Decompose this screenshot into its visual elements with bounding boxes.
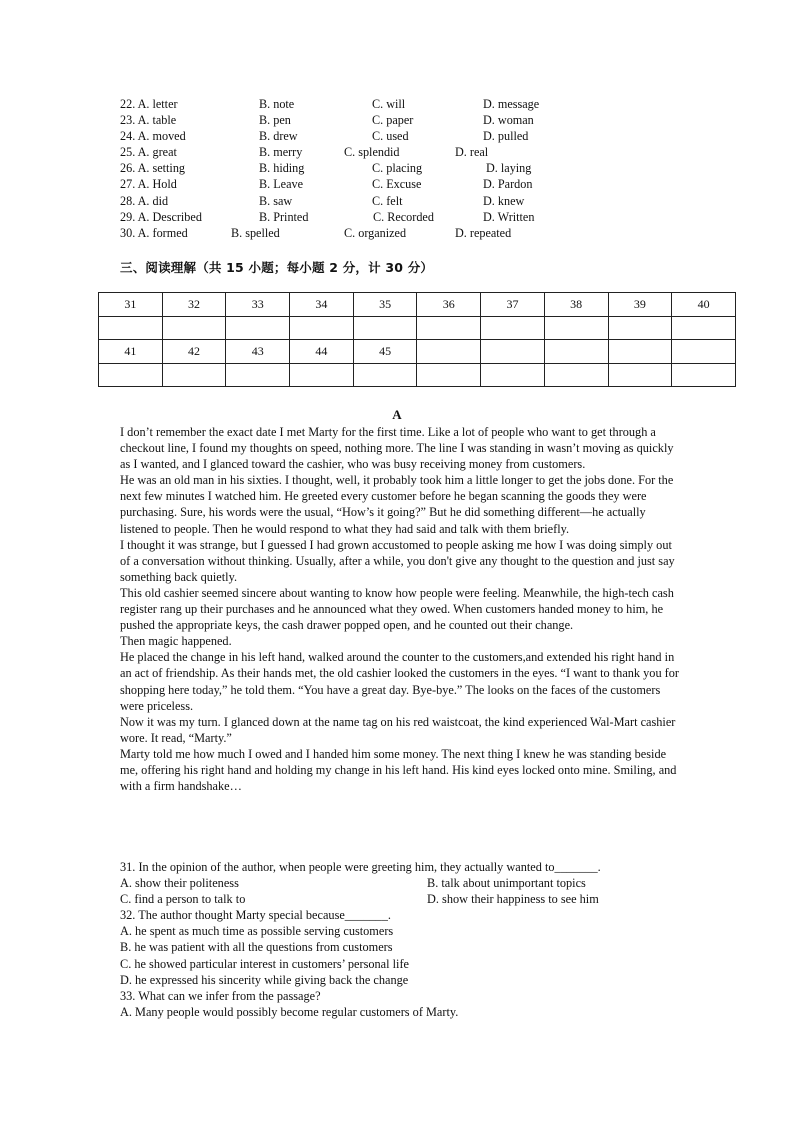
- option-b: B. talk about unimportant topics: [427, 876, 586, 891]
- option-c: C. Recorded: [373, 209, 434, 224]
- option-row: [120, 891, 680, 907]
- grid-cell: [608, 340, 672, 364]
- option-a: A. moved: [137, 129, 186, 144]
- option-d: D. repeated: [455, 225, 512, 240]
- passage-paragraph: He placed the change in his left hand, walked around the counter to the customers,and extended his right hand in an act of friendship. As their hands met, the old cashier looked the customers in the eyes. “I want to thank you for shopping here today,” he told them. “You have a great day. Bye-bye.” The looks on the faces of the customers were priceless.: [120, 650, 680, 713]
- answer-cell[interactable]: [99, 363, 163, 387]
- grid-cell: 40: [672, 293, 736, 317]
- passage-title: A: [392, 407, 402, 422]
- grid-cell: 34: [290, 293, 354, 317]
- grid-cell: [481, 340, 545, 364]
- question-number: 26.: [120, 161, 136, 176]
- option-a: A. setting: [137, 161, 186, 176]
- question-stem: 32. The author thought Marty special because_______.: [120, 908, 391, 923]
- question-number: 29.: [120, 209, 136, 224]
- question-number: 27.: [120, 177, 136, 192]
- grid-cell: 35: [353, 293, 417, 317]
- cloze-row: [120, 160, 680, 176]
- option-row: [120, 875, 680, 891]
- option-b: B. merry: [259, 145, 303, 160]
- grid-cell: 45: [353, 340, 417, 364]
- grid-cell: 39: [608, 293, 672, 317]
- option-c: C. he showed particular interest in customers’ personal life: [120, 956, 410, 971]
- option-d: D. show their happiness to see him: [427, 892, 599, 907]
- option-a: A. formed: [137, 225, 188, 240]
- option-c: C. used: [372, 129, 409, 144]
- option-b: B. saw: [259, 193, 293, 208]
- option-a: A. letter: [137, 97, 178, 111]
- option-c: C. organized: [344, 225, 407, 240]
- option-b: B. spelled: [231, 225, 280, 240]
- answer-cell[interactable]: [672, 363, 736, 387]
- option-a: A. did: [137, 193, 169, 208]
- passage-paragraph: I don’t remember the exact date I met Marty for the first time. Like a lot of people who want to get through a checkout line, I found my thoughts on speed, nothing more. The line I was standing in wasn’t moving as quickly as I wanted, and I glanced toward the cashier, who was busy receiving money from customers.: [120, 425, 674, 472]
- option-d: D. knew: [483, 193, 525, 208]
- answer-cell[interactable]: [672, 316, 736, 340]
- answer-cell[interactable]: [162, 316, 226, 340]
- option-b: B. Printed: [259, 209, 309, 224]
- answer-grid: [98, 292, 736, 387]
- cloze-options: [120, 96, 680, 241]
- option-a: A. table: [137, 113, 177, 128]
- grid-cell: [417, 340, 481, 364]
- question-stem: 33. What can we infer from the passage?: [120, 988, 321, 1003]
- answer-cell[interactable]: [608, 316, 672, 340]
- option-a: A. Many people would possibly become regular customers of Marty.: [120, 1004, 459, 1019]
- grid-cell: 42: [162, 340, 226, 364]
- question-stem: 31. In the opinion of the author, when people were greeting him, they actually wanted to_______.: [120, 860, 601, 874]
- answer-cell[interactable]: [608, 363, 672, 387]
- option-a: A. Hold: [137, 177, 177, 192]
- answer-cell[interactable]: [290, 363, 354, 387]
- option-a: A. great: [137, 145, 177, 160]
- grid-cell: 36: [417, 293, 481, 317]
- option-d: D. real: [455, 145, 489, 160]
- question-number: 23.: [120, 113, 136, 128]
- answer-cell[interactable]: [481, 363, 545, 387]
- option-b: B. drew: [259, 129, 298, 144]
- cloze-row: [120, 128, 680, 144]
- answer-cell[interactable]: [226, 363, 290, 387]
- option-b: B. hiding: [259, 161, 305, 176]
- grid-cell: 38: [544, 293, 608, 317]
- grid-cell: [544, 340, 608, 364]
- grid-answer-row: [99, 316, 736, 340]
- option-b: B. note: [259, 97, 295, 111]
- option-d: D. pulled: [483, 129, 529, 144]
- option-a: A. Described: [137, 209, 202, 224]
- grid-cell: 31: [99, 293, 163, 317]
- passage-body: [120, 424, 680, 794]
- cloze-row: [120, 144, 680, 160]
- grid-cell: 43: [226, 340, 290, 364]
- option-c: C. placing: [372, 161, 423, 176]
- passage-paragraph: Then magic happened.: [120, 634, 232, 649]
- answer-cell[interactable]: [417, 363, 481, 387]
- grid-answer-row: [99, 363, 736, 387]
- passage-paragraph: Now it was my turn. I glanced down at the name tag on his red waistcoat, the kind experienced Wal-Mart cashier wore. It read, “Marty.”: [120, 714, 676, 745]
- passage-paragraph: I thought it was strange, but I guessed I had grown accustomed to people asking me how I was doing simply out of a conversation without thinking. Usually, after a while, you don't give any thought to the question and just say something back quietly.: [120, 537, 675, 584]
- option-d: D. laying: [486, 161, 532, 176]
- question-number: 22.: [120, 97, 136, 111]
- option-b: B. he was patient with all the questions from customers: [120, 940, 393, 955]
- question-number: 30.: [120, 225, 136, 240]
- option-d: D. Pardon: [483, 177, 533, 192]
- option-d: D. woman: [483, 113, 534, 128]
- question-number: 28.: [120, 193, 136, 208]
- grid-cell: 37: [481, 293, 545, 317]
- grid-number-row: [99, 293, 736, 317]
- cloze-row: [120, 96, 680, 112]
- cloze-row: [120, 112, 680, 128]
- cloze-row: [120, 176, 680, 192]
- grid-cell: [672, 340, 736, 364]
- answer-cell[interactable]: [417, 316, 481, 340]
- option-a: A. show their politeness: [120, 876, 239, 891]
- section-heading: 三、阅读理解（共 15 小题；每小题 2 分，计 30 分）: [120, 260, 434, 275]
- option-d: D. message: [483, 97, 540, 111]
- grid-number-row: [99, 340, 736, 364]
- grid-cell: 32: [162, 293, 226, 317]
- option-c: C. paper: [372, 113, 414, 128]
- cloze-row: [120, 225, 680, 241]
- passage-paragraph: He was an old man in his sixties. I thought, well, it probably took him a little longer to get the jobs done. For the next few minutes I watched him. He greeted every customer before he began scanning the goods they were purchasing. Sure, his words were the usual, “How’s it going?” But he did something different—he actually listened to people. Then he would respond to what they had said and talk with them briefly.: [120, 473, 674, 536]
- answer-cell[interactable]: [544, 316, 608, 340]
- option-c: C. will: [372, 97, 406, 111]
- answer-cell[interactable]: [99, 316, 163, 340]
- answer-cell[interactable]: [353, 363, 417, 387]
- option-c: C. splendid: [344, 145, 400, 160]
- question-number: 24.: [120, 129, 136, 144]
- option-d: D. he expressed his sincerity while giving back the change: [120, 972, 409, 987]
- option-c: C. felt: [372, 193, 403, 208]
- option-a: A. he spent as much time as possible serving customers: [120, 924, 394, 939]
- cloze-row: [120, 193, 680, 209]
- option-b: B. pen: [259, 113, 291, 128]
- answer-cell[interactable]: [226, 316, 290, 340]
- answer-cell[interactable]: [481, 316, 545, 340]
- option-c: C. Excuse: [372, 177, 422, 192]
- grid-cell: 33: [226, 293, 290, 317]
- cloze-row: [120, 209, 680, 225]
- option-d: D. Written: [483, 209, 535, 224]
- passage-paragraph: Marty told me how much I owed and I handed him some money. The next thing I knew he was standing beside me, offering his right hand and holding my change in his left hand. His kind eyes locked onto mine. Smiling, and with a firm handshake…: [120, 746, 677, 794]
- answer-cell[interactable]: [290, 316, 354, 340]
- passage-paragraph: This old cashier seemed sincere about wanting to know how people were feeling. Meanwhile, the high-tech cash register rang up their purchases and he announced what they owed. When customers handed money to him, he pushed the appropriate keys, the cash drawer popped open, and he counted out their change.: [120, 585, 674, 633]
- option-c: C. find a person to talk to: [120, 892, 246, 907]
- answer-cell[interactable]: [353, 316, 417, 340]
- grid-cell: 41: [99, 340, 163, 364]
- answer-cell[interactable]: [544, 363, 608, 387]
- answer-cell[interactable]: [162, 363, 226, 387]
- grid-cell: 44: [290, 340, 354, 364]
- reading-questions: [120, 859, 680, 1020]
- question-number: 25.: [120, 145, 136, 160]
- option-b: B. Leave: [259, 177, 303, 192]
